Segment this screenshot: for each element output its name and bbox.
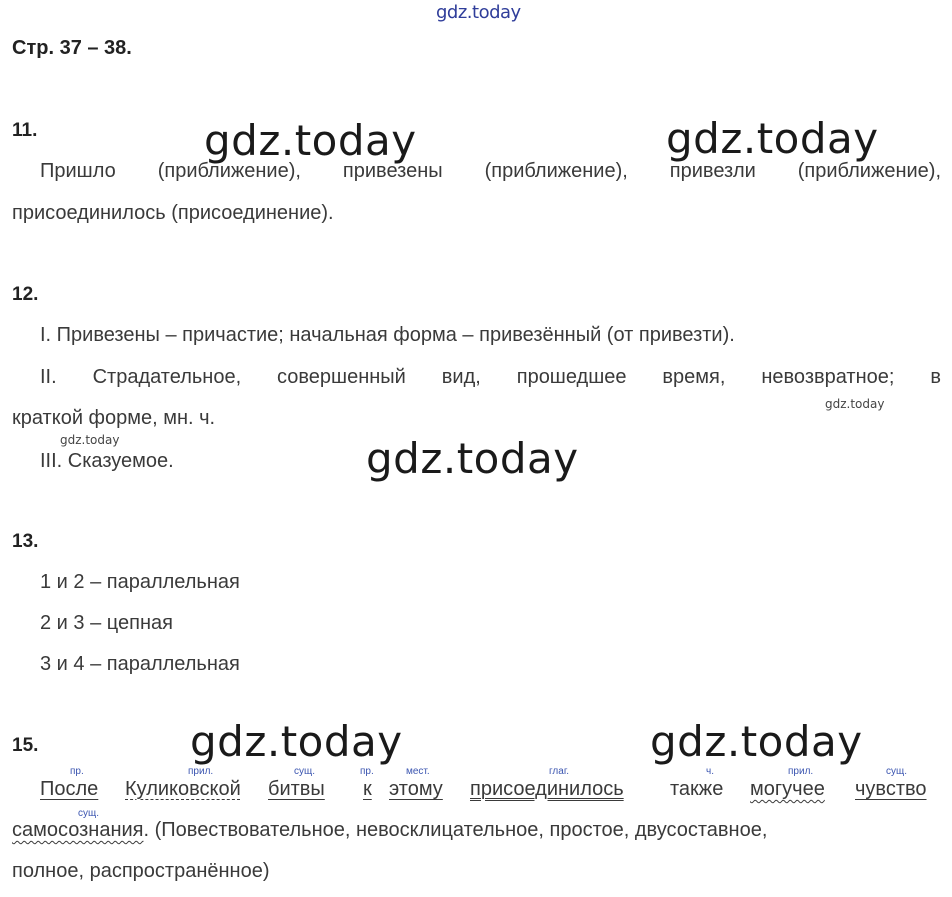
sentence-word: Куликовской [125, 778, 241, 800]
pos-tag: сущ. [294, 766, 316, 777]
text-line: полное, распространённое) [12, 860, 270, 882]
watermark-small: gdz.today [825, 397, 885, 411]
sentence-word: присоединилось [470, 778, 624, 800]
pos-tag: сущ. [886, 766, 908, 777]
list-item: 2 и 3 – цепная [40, 612, 173, 634]
text-line: Пришло (приближение), привезены (приближение), привезли (приближение), [40, 160, 941, 182]
watermark: gdz.today [366, 434, 579, 483]
pos-tag: сущ. [78, 808, 100, 819]
watermark-small: gdz.today [60, 433, 120, 447]
text-line: краткой форме, мн. ч. [12, 407, 216, 429]
task-number: 12. [12, 284, 39, 305]
sentence-word: могучее [750, 778, 825, 800]
watermark: gdz.today [666, 114, 879, 163]
text-line: I. Привезены – причастие; начальная форма – привезённый (от привезти). [40, 324, 735, 346]
sentence-word: чувство [855, 778, 927, 800]
pos-tag: пр. [360, 766, 374, 777]
pos-tag: глаг. [549, 766, 570, 777]
sentence-word: к [363, 778, 372, 800]
watermark: gdz.today [204, 116, 417, 165]
task-number: 13. [12, 531, 39, 552]
text-line: присоединилось (присоединение). [12, 202, 334, 224]
text-line: III. Сказуемое. [40, 450, 174, 472]
sentence-word: также [670, 778, 724, 800]
pos-tag: прил. [188, 766, 214, 777]
sentence-word: самосознания [12, 819, 144, 841]
watermark: gdz.today [190, 717, 403, 766]
pos-tag: пр. [70, 766, 84, 777]
pos-tag: прил. [788, 766, 814, 777]
sentence-word: После [40, 778, 99, 800]
list-item: 1 и 2 – параллельная [40, 571, 240, 593]
watermark: gdz.today [650, 717, 863, 766]
pos-tag: ч. [706, 766, 714, 777]
page-title: Стр. 37 – 38. [12, 37, 132, 59]
sentence-word: битвы [268, 778, 325, 800]
task-number: 11. [12, 120, 38, 141]
pos-tag: мест. [406, 766, 430, 777]
sentence-rest: . (Повествовательное, невосклицательное, простое, двусоставное, [143, 819, 768, 841]
task-number: 15. [12, 735, 39, 756]
text-line [12, 819, 941, 842]
watermark-top: gdz.today [436, 2, 521, 23]
list-item: 3 и 4 – параллельная [40, 653, 240, 675]
text-line: II. Страдательное, совершенный вид, прошедшее время, невозвратное; в [40, 366, 941, 388]
sentence-word: этому [389, 778, 443, 800]
